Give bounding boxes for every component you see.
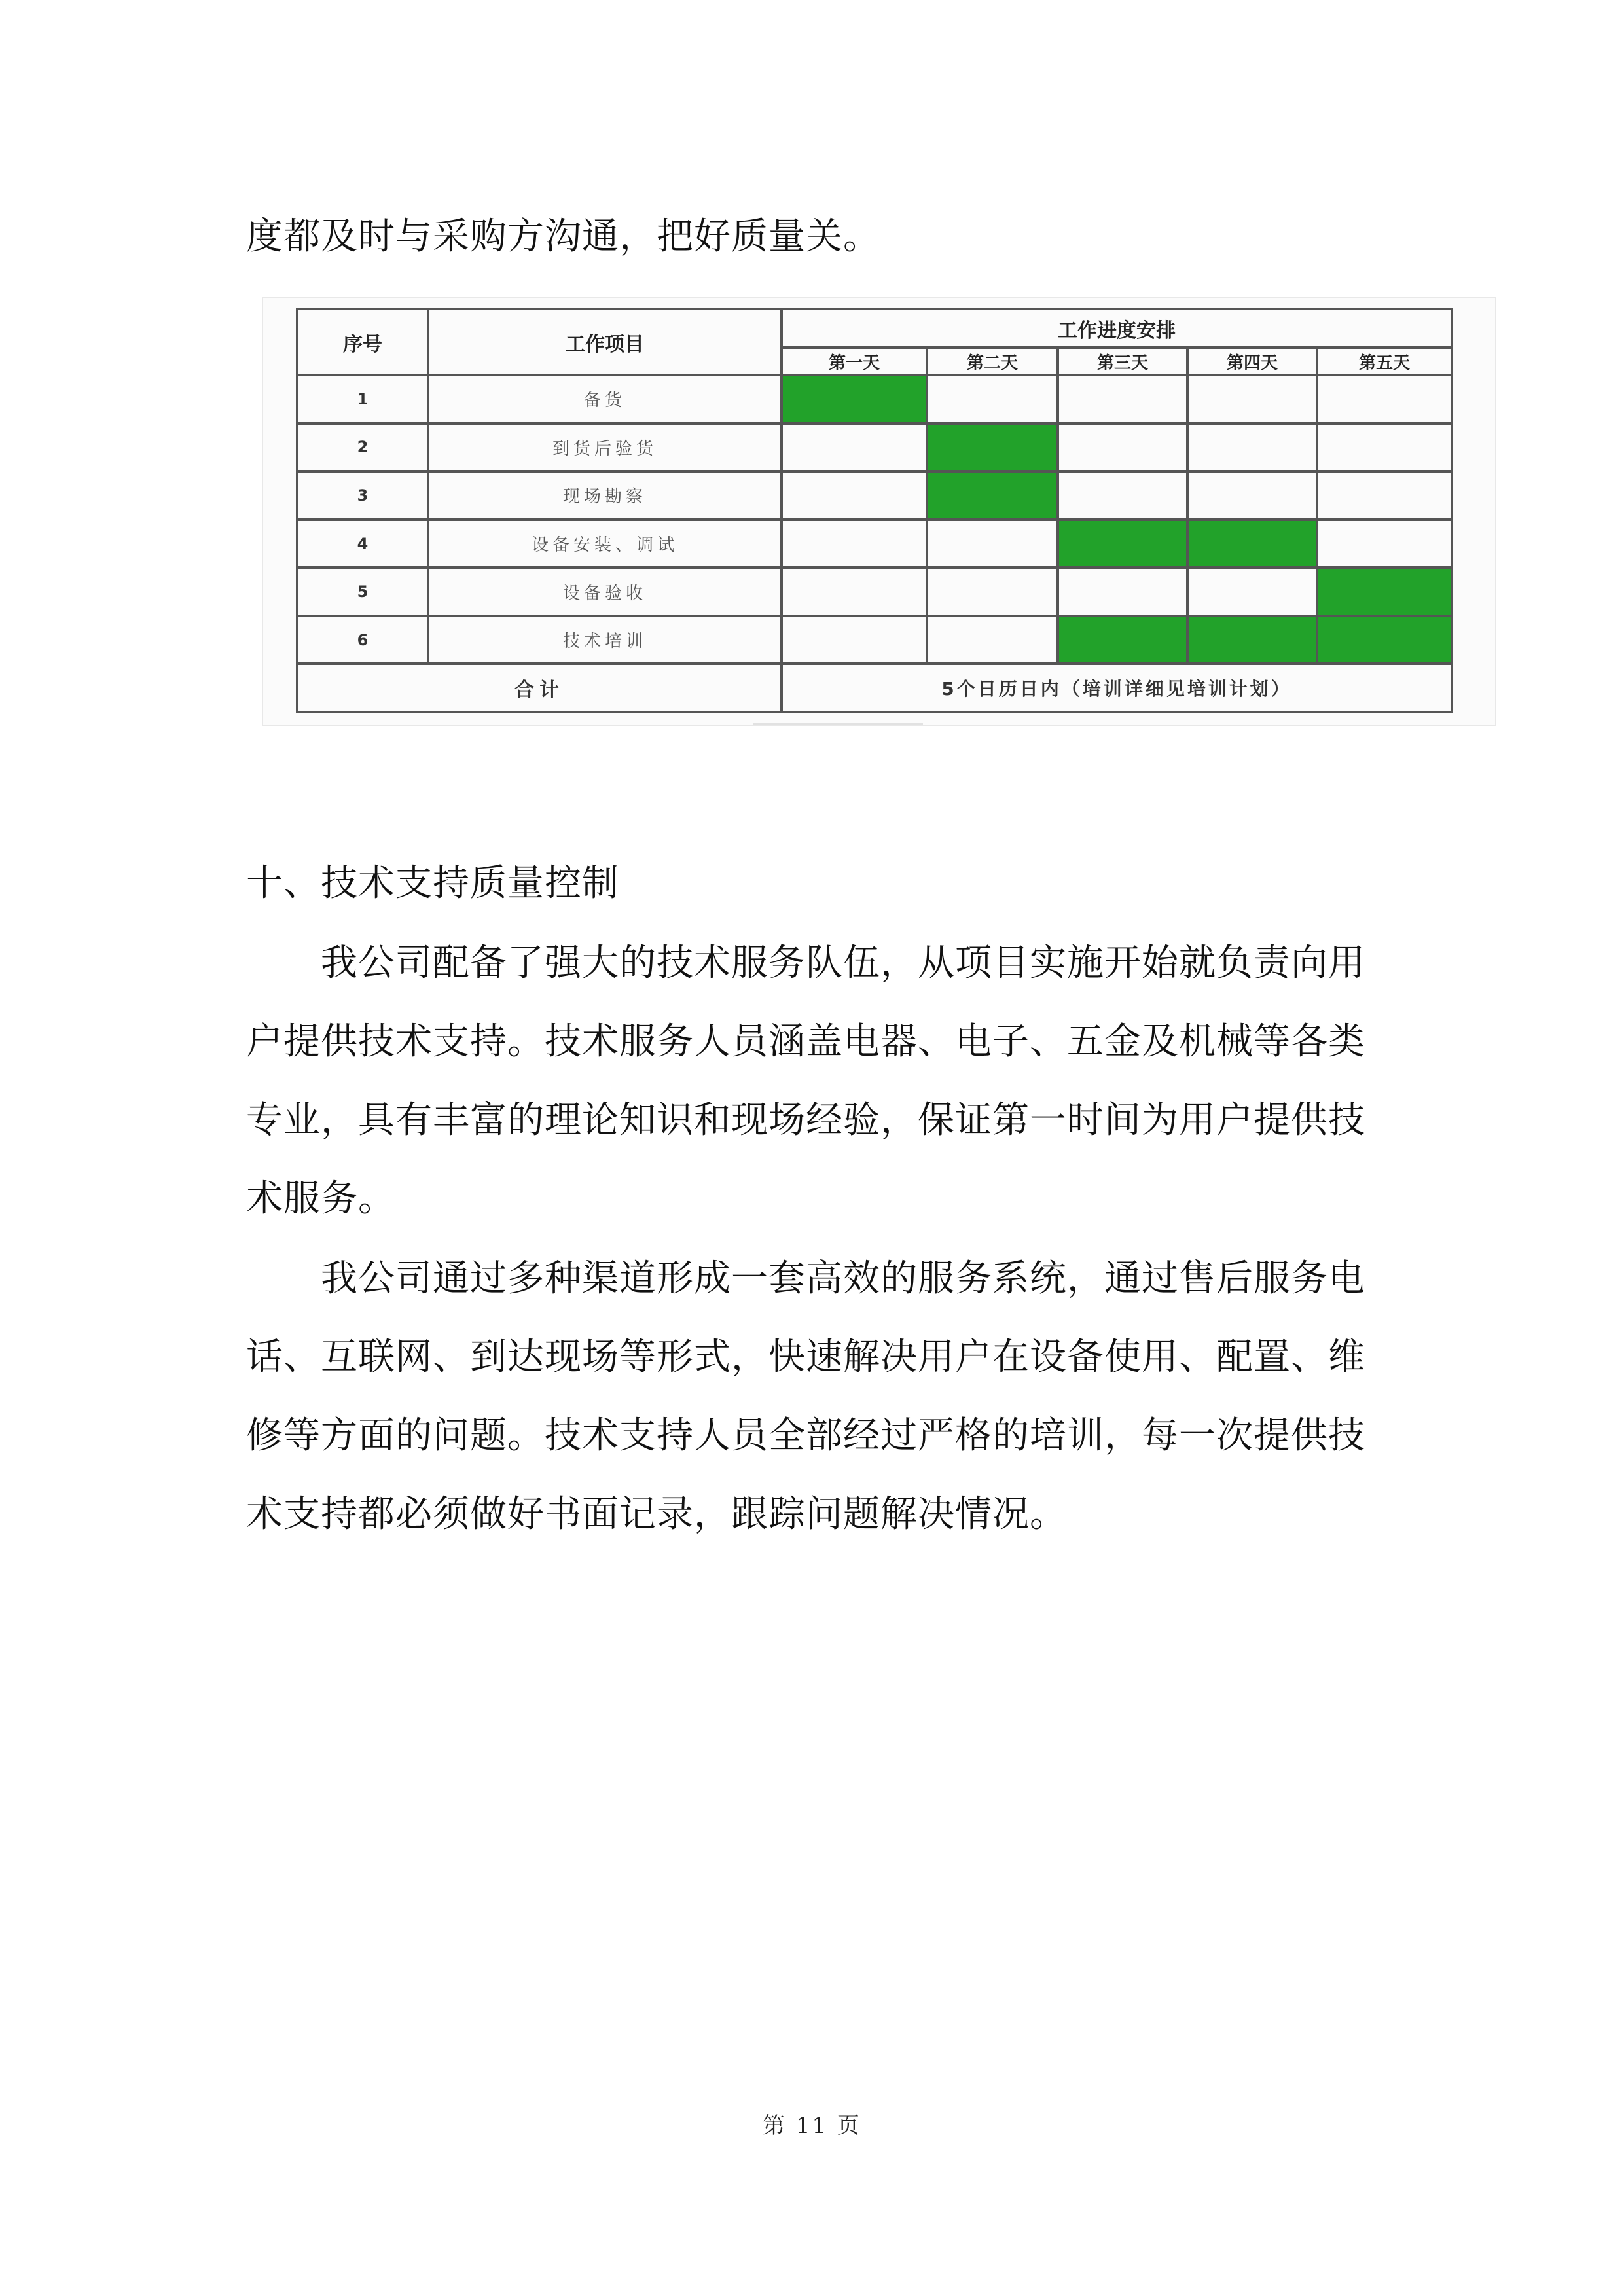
day-cell <box>1058 423 1187 472</box>
day-cell <box>1187 616 1317 664</box>
paragraph-line: 术支持都必须做好书面记录，跟踪问题解决情况。 <box>246 1493 1067 1535</box>
day-cell <box>927 375 1058 423</box>
table-row <box>297 616 1452 664</box>
day-cell <box>927 616 1058 664</box>
row-number: 4 <box>297 520 428 568</box>
section-heading: 十、技术支持质量控制 <box>246 862 619 905</box>
paragraph-continuation: 度都及时与采购方沟通，把好质量关。 <box>246 215 880 258</box>
day-cell <box>1317 471 1452 520</box>
table-row <box>297 471 1452 520</box>
total-text: 5个日历日内（培训详细见培训计划） <box>782 664 1452 712</box>
header-schedule: 工作进度安排 <box>782 309 1452 348</box>
day-cell <box>1187 567 1317 616</box>
faint-divider <box>753 723 923 725</box>
header-item: 工作项目 <box>428 309 782 375</box>
day-cell <box>1187 520 1317 568</box>
day-cell <box>1058 520 1187 568</box>
day-cell <box>927 520 1058 568</box>
header-day-3: 第三天 <box>1058 348 1187 375</box>
paragraph-line: 我公司通过多种渠道形成一套高效的服务系统，通过售后服务电 <box>321 1257 1365 1300</box>
day-cell <box>782 567 927 616</box>
row-item: 设备安装、调试 <box>428 520 782 568</box>
day-cell <box>782 520 927 568</box>
row-number: 2 <box>297 423 428 472</box>
day-cell <box>1187 423 1317 472</box>
row-item: 技术培训 <box>428 616 782 664</box>
table-row <box>297 375 1452 423</box>
paragraph-line: 术服务。 <box>246 1177 395 1220</box>
row-item: 现场勘察 <box>428 471 782 520</box>
row-item: 设备验收 <box>428 567 782 616</box>
day-cell <box>1317 520 1452 568</box>
day-cell <box>1187 375 1317 423</box>
header-day-4: 第四天 <box>1187 348 1317 375</box>
row-number: 1 <box>297 375 428 423</box>
table-row <box>297 520 1452 568</box>
day-cell <box>927 471 1058 520</box>
total-row <box>297 664 1452 712</box>
header-no: 序号 <box>297 309 428 375</box>
day-cell <box>1187 471 1317 520</box>
day-cell <box>1317 375 1452 423</box>
row-item: 到货后验货 <box>428 423 782 472</box>
day-cell <box>782 616 927 664</box>
day-cell <box>1058 567 1187 616</box>
day-cell <box>1317 616 1452 664</box>
total-label: 合计 <box>297 664 782 712</box>
work-schedule-table <box>296 308 1453 713</box>
day-cell <box>927 423 1058 472</box>
day-cell <box>782 423 927 472</box>
header-day-2: 第二天 <box>927 348 1058 375</box>
day-cell <box>1058 616 1187 664</box>
row-number: 3 <box>297 471 428 520</box>
day-cell <box>927 567 1058 616</box>
table-row <box>297 567 1452 616</box>
row-item: 备货 <box>428 375 782 423</box>
paragraph-line: 户提供技术支持。技术服务人员涵盖电器、电子、五金及机械等各类 <box>246 1020 1365 1063</box>
row-number: 5 <box>297 567 428 616</box>
row-number: 6 <box>297 616 428 664</box>
paragraph-line: 话、互联网、到达现场等形式，快速解决用户在设备使用、配置、维 <box>246 1336 1365 1378</box>
header-day-1: 第一天 <box>782 348 927 375</box>
paragraph-line: 我公司配备了强大的技术服务队伍，从项目实施开始就负责向用 <box>321 942 1365 984</box>
day-cell <box>1058 375 1187 423</box>
header-day-5: 第五天 <box>1317 348 1452 375</box>
page-number: 第 11 页 <box>763 2113 861 2139</box>
day-cell <box>1058 471 1187 520</box>
day-cell <box>782 375 927 423</box>
day-cell <box>1317 567 1452 616</box>
paragraph-line: 专业，具有丰富的理论知识和现场经验，保证第一时间为用户提供技 <box>246 1099 1365 1141</box>
table-row <box>297 423 1452 472</box>
day-cell <box>782 471 927 520</box>
paragraph-line: 修等方面的问题。技术支持人员全部经过严格的培训，每一次提供技 <box>246 1414 1365 1457</box>
day-cell <box>1317 423 1452 472</box>
